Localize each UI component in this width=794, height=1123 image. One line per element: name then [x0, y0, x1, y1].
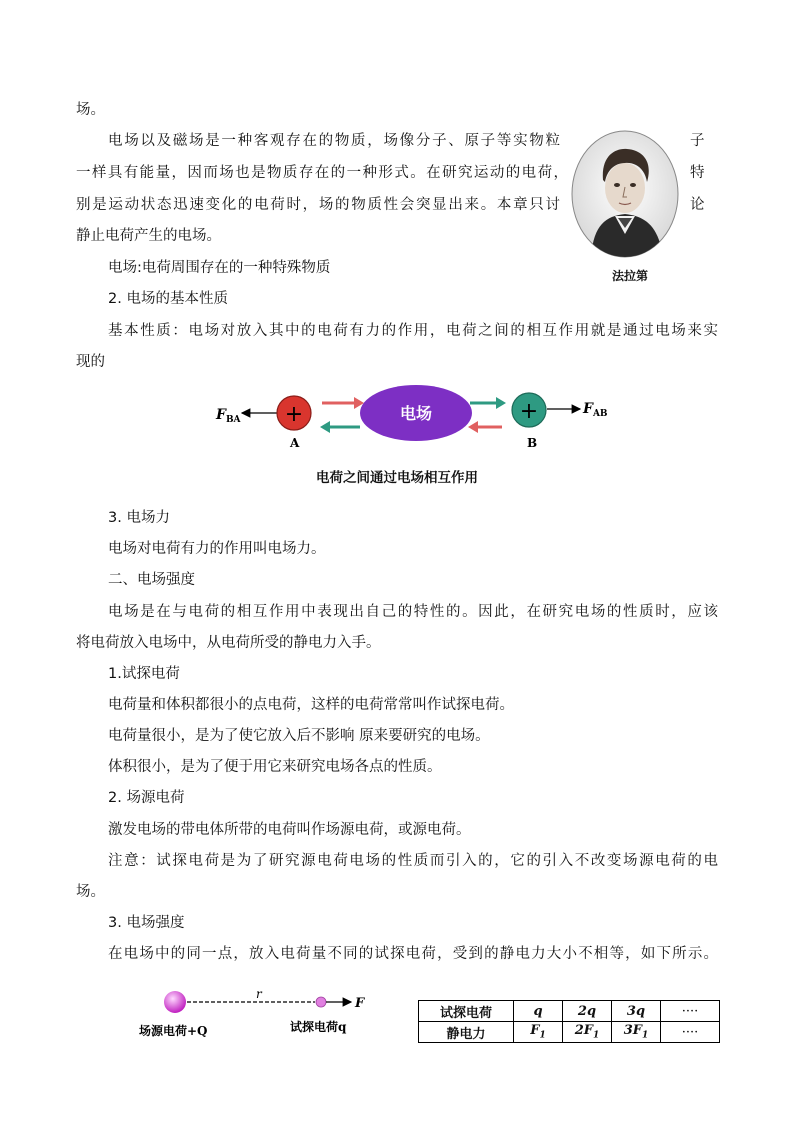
source-label: 场源电荷+Q — [139, 1024, 208, 1038]
para-line: 电场以及磁场是一种客观存在的物质，场像分子、原子等实物粒 — [108, 133, 560, 149]
probe-label: 试探电荷q — [290, 1020, 347, 1034]
faraday-portrait — [571, 130, 679, 258]
r-label: r — [256, 987, 262, 1001]
heading-test-charge: 1.试探电荷 — [108, 666, 180, 682]
para-line-end: 论 — [690, 197, 705, 213]
para-line: 别是运动状态迅速变化的电荷时，场的物质性会突显出来。本章只讨 — [76, 197, 560, 213]
table-cell: q — [514, 1001, 563, 1022]
interaction-diagram — [200, 380, 620, 456]
heading-field-strength: 3. 电场强度 — [108, 915, 185, 931]
para-line: 体积很小，是为了便于用它来研究电场各点的性质。 — [108, 759, 442, 775]
para-line: 注意：试探电荷是为了研究源电荷电场的性质而引入的，它的引入不改变场源电荷的电 — [108, 853, 718, 869]
table-cell: 2q — [563, 1001, 612, 1022]
force-ab-label: $F_{AB}$ — [583, 401, 608, 419]
table-cell: 3q — [612, 1001, 661, 1022]
para-line: 电场对电荷有力的作用叫电场力。 — [108, 541, 326, 557]
force-ba-label: $F_{BA}$ — [216, 407, 241, 425]
label-b: B — [527, 436, 538, 450]
heading-source-charge: 2. 场源电荷 — [108, 790, 185, 806]
source-probe-diagram — [135, 985, 405, 1043]
portrait-caption: 法拉第 — [612, 269, 649, 283]
para-fragment: 场。 — [76, 102, 105, 118]
table-cell: ···· — [661, 1022, 720, 1043]
para-line: 将电荷放入电场中，从电荷所受的静电力入手。 — [76, 635, 381, 651]
charge-b-plus: + — [519, 399, 539, 424]
table-cell: $3F_1$ — [612, 1022, 661, 1043]
para-line-end: 子 — [690, 133, 705, 149]
para-line: 场。 — [76, 884, 105, 900]
para-line: 一样具有能量，因而场也是物质存在的一种形式。在研究运动的电荷， — [76, 165, 568, 181]
heading-field-force: 3. 电场力 — [108, 510, 170, 526]
table-cell: $2F_1$ — [563, 1022, 612, 1043]
table-cell: $F_1$ — [514, 1022, 563, 1043]
table-row — [419, 1001, 720, 1022]
table-header-cell: 试探电荷 — [419, 1001, 514, 1022]
definition: 电场:电荷周围存在的一种特殊物质 — [108, 260, 331, 276]
source-charge — [164, 991, 186, 1013]
probe-charge — [316, 997, 326, 1007]
table-header-cell: 静电力 — [419, 1022, 514, 1043]
field-label: 电场 — [399, 404, 433, 423]
heading-basic-property: 2. 电场的基本性质 — [108, 291, 228, 307]
para-line: 电荷量和体积都很小的点电荷，这样的电荷常常叫作试探电荷。 — [108, 697, 514, 713]
para-line: 现的 — [76, 354, 105, 370]
table-cell: ···· — [661, 1001, 720, 1022]
para-line-end: 特 — [690, 165, 705, 181]
para-line: 基本性质：电场对放入其中的电荷有力的作用，电荷之间的相互作用就是通过电场来实 — [108, 323, 718, 339]
para-line: 电荷量很小，是为了使它放入后不影响 原来要研究的电场。 — [108, 728, 490, 744]
para-line: 电场是在与电荷的相互作用中表现出自己的特性的。因此，在研究电场的性质时，应该 — [108, 604, 718, 620]
para-line: 激发电场的带电体所带的电荷叫作场源电荷，或源电荷。 — [108, 822, 471, 838]
charge-a-plus: + — [284, 402, 304, 427]
table-row — [419, 1022, 720, 1043]
f-label: F — [355, 996, 365, 1011]
label-a: A — [290, 436, 300, 450]
probe-force-table — [418, 1000, 720, 1043]
figure-caption: 电荷之间通过电场相互作用 — [316, 470, 478, 486]
para-line: 静止电荷产生的电场。 — [76, 228, 221, 244]
section-heading: 二、电场强度 — [108, 572, 195, 588]
para-line: 在电场中的同一点，放入电荷量不同的试探电荷，受到的静电力大小不相等，如下所示。 — [108, 946, 718, 962]
